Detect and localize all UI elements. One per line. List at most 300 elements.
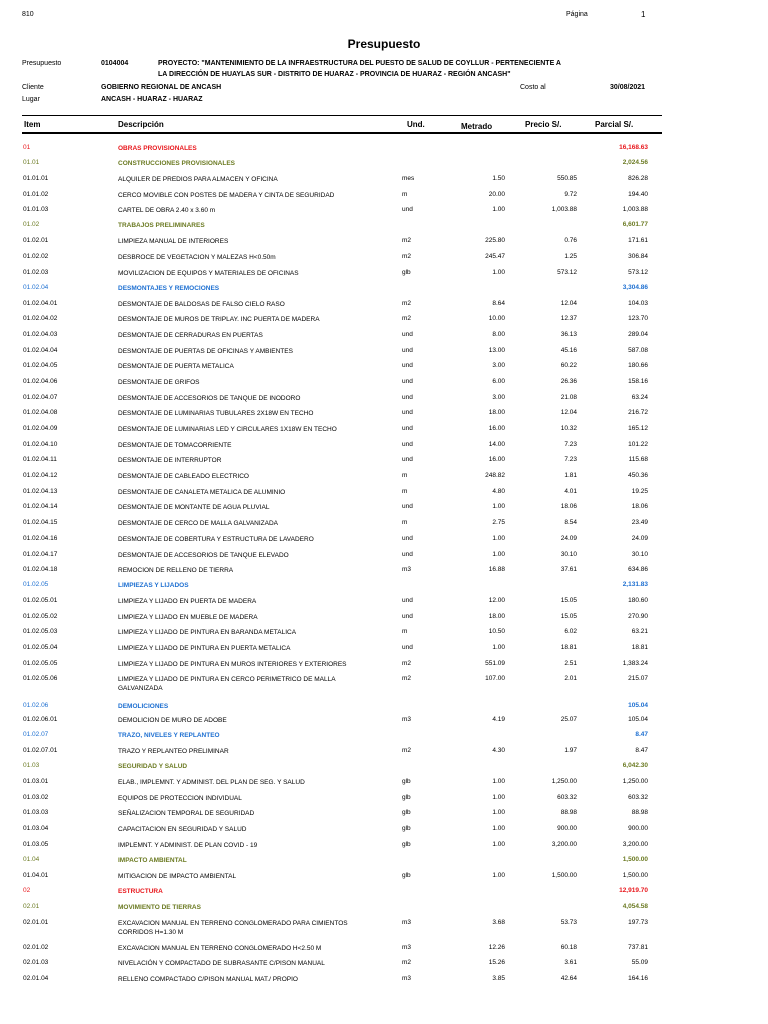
page-label: Página [566, 11, 588, 18]
item-description: DESMONTAJES Y REMOCIONES [118, 285, 220, 292]
item-metrado: 1.00 [492, 535, 505, 542]
item-parcial: 123.70 [628, 315, 648, 322]
item-metrado: 1.00 [492, 825, 505, 832]
item-unit: m [402, 191, 408, 198]
item-parcial: 30.10 [631, 551, 648, 558]
item-unit: und [402, 206, 413, 213]
item-parcial: 8.47 [635, 747, 648, 754]
item-unit: m3 [402, 919, 412, 926]
item-metrado: 4.30 [492, 747, 505, 754]
item-code: 01.03.04 [23, 825, 49, 832]
item-code: 02.01.04 [23, 975, 49, 982]
section-row [0, 581, 768, 595]
item-metrado: 1.00 [492, 794, 505, 801]
item-precio: 7.23 [564, 456, 577, 463]
item-metrado: 10.50 [488, 628, 505, 635]
table-row [0, 315, 768, 329]
item-parcial: 3,304.86 [622, 284, 648, 291]
item-parcial: 18.06 [631, 503, 648, 510]
item-code: 01.02.04.11 [23, 456, 57, 463]
item-precio: 1,500.00 [551, 872, 577, 879]
item-precio: 603.32 [557, 794, 577, 801]
item-description: DEMOLICION DE MURO DE ADOBE [118, 717, 227, 724]
table-row [0, 206, 768, 220]
item-parcial: 180.66 [628, 362, 648, 369]
project-name-line-2: LA DIRECCIÓN DE HUAYLAS SUR - DISTRITO DE HUARAZ - PROVINCIA DE HUARAZ - REGIÓN ANCASH" [158, 71, 511, 78]
item-description: DESBROCE DE VEGETACION Y MALEZAS H<0.50m [118, 254, 276, 261]
item-code: 01.02.04.03 [23, 331, 58, 338]
item-precio: 1.81 [564, 472, 577, 479]
item-unit: m2 [402, 253, 412, 260]
item-metrado: 8.00 [492, 331, 505, 338]
item-parcial: 104.03 [628, 300, 648, 307]
item-code: 02 [23, 887, 31, 894]
item-metrado: 4.19 [492, 716, 505, 723]
item-metrado: 3.00 [492, 362, 505, 369]
section-row [0, 144, 768, 158]
item-code: 01.04 [23, 856, 40, 863]
item-code: 02.01.03 [23, 959, 49, 966]
item-metrado: 1.00 [492, 206, 505, 213]
item-unit: und [402, 597, 413, 604]
item-unit: m [402, 628, 408, 635]
item-code: 01.02.04.10 [23, 441, 58, 448]
item-description: EQUIPOS DE PROTECCION INDIVIDUAL [118, 795, 242, 802]
item-precio: 26.36 [560, 378, 577, 385]
item-code: 01.02.04.08 [23, 409, 58, 416]
item-metrado: 18.00 [488, 613, 505, 620]
table-row [0, 409, 768, 423]
section-row [0, 702, 768, 716]
item-precio: 1,003.88 [551, 206, 577, 213]
table-row [0, 456, 768, 470]
item-description: ELAB., IMPLEMNT. Y ADMINIST. DEL PLAN DE SEG. Y SALUD [118, 779, 305, 786]
table-row [0, 472, 768, 486]
item-code: 01.02.05.06 [23, 675, 58, 682]
column-header-item: Item [24, 120, 41, 129]
item-precio: 60.18 [560, 944, 577, 951]
item-parcial: 1,500.00 [622, 872, 648, 879]
item-description: NIVELACIÓN Y COMPACTADO DE SUBRASANTE C/PISON MANUAL [118, 960, 325, 967]
item-unit: m [402, 488, 408, 495]
item-description: DESMONTAJE DE CERCO DE MALLA GALVANIZADA [118, 520, 279, 527]
item-code: 01.02.04.15 [23, 519, 58, 526]
item-description: DESMONTAJE DE LUMINARIAS TUBULARES 2X18W EN TECHO [118, 410, 314, 417]
section-row [0, 731, 768, 745]
item-description: CARTEL DE OBRA 2.40 x 3.60 m [118, 207, 216, 214]
item-description: LIMPIEZA Y LIJADO DE PINTURA EN MUROS INTERIORES Y EXTERIORES [118, 661, 347, 668]
item-parcial: 900.00 [628, 825, 648, 832]
item-parcial: 216.72 [628, 409, 648, 416]
cliente-label: Cliente [22, 84, 44, 91]
item-unit: glb [402, 825, 411, 832]
table-row [0, 175, 768, 189]
item-precio: 1.25 [564, 253, 577, 260]
item-parcial: 1,500.00 [622, 856, 648, 863]
item-unit: und [402, 441, 413, 448]
item-metrado: 245.47 [485, 253, 505, 260]
item-code: 01.02.01 [23, 237, 49, 244]
item-parcial: 306.84 [628, 253, 648, 260]
item-unit: m2 [402, 660, 412, 667]
item-unit: und [402, 503, 413, 510]
item-unit: und [402, 535, 413, 542]
item-precio: 60.22 [560, 362, 577, 369]
item-description: LIMPIEZA Y LIJADO DE PINTURA EN PUERTA METALICA [118, 645, 291, 652]
table-row [0, 300, 768, 314]
table-row [0, 253, 768, 267]
item-unit: und [402, 347, 413, 354]
item-unit: und [402, 456, 413, 463]
item-metrado: 16.00 [488, 456, 505, 463]
item-unit: m3 [402, 716, 412, 723]
item-unit: m [402, 472, 408, 479]
table-row [0, 519, 768, 533]
table-row [0, 331, 768, 345]
item-precio: 53.73 [560, 919, 577, 926]
item-code: 01.03.05 [23, 841, 49, 848]
item-code: 01.01.03 [23, 206, 49, 213]
item-unit: m2 [402, 747, 412, 754]
item-description: DESMONTAJE DE COBERTURA Y ESTRUCTURA DE LAVADERO [118, 536, 314, 543]
item-parcial: 1,003.88 [622, 206, 648, 213]
item-metrado: 1.00 [492, 872, 505, 879]
item-metrado: 14.00 [488, 441, 505, 448]
item-precio: 25.07 [560, 716, 577, 723]
item-code: 01.01.02 [23, 191, 49, 198]
item-parcial: 634.86 [628, 566, 648, 573]
item-unit: m [402, 519, 408, 526]
item-parcial: 165.12 [628, 425, 648, 432]
item-precio: 10.32 [560, 425, 577, 432]
item-unit: glb [402, 872, 411, 879]
item-unit: m2 [402, 675, 412, 682]
item-code: 01.02.05.02 [23, 613, 58, 620]
item-code: 01.03.01 [23, 778, 49, 785]
item-unit: und [402, 551, 413, 558]
item-precio: 550.85 [557, 175, 577, 182]
project-name-line-1: PROYECTO: "MANTENIMIENTO DE LA INFRAESTRUCTURA DEL PUESTO DE SALUD DE COYLLUR - PERTENECIENTE A [158, 60, 561, 67]
item-description: DESMONTAJE DE ACCESORIOS DE TANQUE DE INODORO [118, 395, 301, 402]
item-metrado: 3.00 [492, 394, 505, 401]
item-description: TRAZO Y REPLANTEO PRELIMINAR [118, 748, 229, 755]
item-code: 01.02.04.02 [23, 315, 58, 322]
item-metrado: 8.64 [492, 300, 505, 307]
table-row [0, 675, 768, 692]
item-precio: 88.98 [560, 809, 577, 816]
item-code: 01.02.05.04 [23, 644, 58, 651]
item-description: REMOCION DE RELLENO DE TIERRA [118, 567, 234, 574]
item-description: SEGURIDAD Y SALUD [118, 763, 188, 770]
item-description: MOVIMIENTO DE TIERRAS [118, 904, 201, 911]
item-unit: und [402, 644, 413, 651]
item-precio: 1,250.00 [551, 778, 577, 785]
item-metrado: 13.00 [488, 347, 505, 354]
item-description: TRABAJOS PRELIMINARES [118, 222, 205, 229]
item-precio: 12.37 [560, 315, 577, 322]
table-row [0, 794, 768, 808]
table-row [0, 551, 768, 565]
table-row [0, 660, 768, 674]
item-parcial: 180.60 [628, 597, 648, 604]
item-unit: m2 [402, 237, 412, 244]
table-row [0, 747, 768, 761]
item-code: 01.02.06.01 [23, 716, 58, 723]
item-description: DESMONTAJE DE MUROS DE TRIPLAY. INC PUERTA DE MADERA [118, 316, 320, 323]
item-metrado: 1.00 [492, 503, 505, 510]
item-unit: glb [402, 841, 411, 848]
item-parcial: 289.04 [628, 331, 648, 338]
item-unit: mes [402, 175, 415, 182]
table-row [0, 628, 768, 642]
item-precio: 3,200.00 [551, 841, 577, 848]
item-parcial: 270.90 [628, 613, 648, 620]
item-parcial: 8.47 [635, 731, 648, 738]
item-code: 01.02.04.18 [23, 566, 58, 573]
item-description: IMPACTO AMBIENTAL [118, 857, 187, 864]
column-header-und: Und. [407, 120, 425, 129]
item-precio: 6.02 [564, 628, 577, 635]
table-row [0, 613, 768, 627]
item-parcial: 101.22 [628, 441, 648, 448]
item-unit: m3 [402, 944, 412, 951]
item-precio: 18.06 [560, 503, 577, 510]
item-parcial: 197.73 [628, 919, 648, 926]
item-parcial: 88.98 [631, 809, 648, 816]
item-unit: m2 [402, 315, 412, 322]
item-parcial: 16,168.63 [619, 144, 648, 151]
item-code: 02.01.01 [23, 919, 49, 926]
costo-label: Costo al [520, 84, 546, 91]
item-description: IMPLEMNT. Y ADMINIST. DE PLAN COVID - 19 [118, 842, 258, 849]
item-precio: 12.04 [560, 300, 577, 307]
item-metrado: 1.00 [492, 551, 505, 558]
item-description: ESTRUCTURA [118, 888, 163, 895]
item-code: 01.03 [23, 762, 40, 769]
table-row [0, 566, 768, 580]
section-row [0, 221, 768, 235]
item-parcial: 12,919.70 [619, 887, 648, 894]
item-parcial: 1,250.00 [622, 778, 648, 785]
column-header-descripcion: Descripción [118, 120, 164, 129]
item-code: 01.02.04.17 [23, 551, 58, 558]
table-row [0, 362, 768, 376]
table-row [0, 378, 768, 392]
item-parcial: 215.07 [628, 675, 648, 682]
item-code: 01.02.04.05 [23, 362, 58, 369]
item-unit: m2 [402, 300, 412, 307]
item-precio: 8.54 [564, 519, 577, 526]
item-metrado: 1.00 [492, 644, 505, 651]
table-row [0, 237, 768, 251]
item-precio: 21.08 [560, 394, 577, 401]
item-parcial: 55.09 [631, 959, 648, 966]
item-parcial: 115.68 [628, 456, 648, 463]
item-parcial: 63.24 [631, 394, 648, 401]
item-description: DESMONTAJE DE CABLEADO ELECTRICO [118, 473, 249, 480]
table-row [0, 778, 768, 792]
item-unit: und [402, 331, 413, 338]
item-code: 01.02.04.04 [23, 347, 58, 354]
cliente-value: GOBIERNO REGIONAL DE ANCASH [101, 84, 222, 91]
item-description: DESMONTAJE DE INTERRUPTOR [118, 457, 222, 464]
item-code: 01.02 [23, 221, 40, 228]
item-code: 01.02.05.03 [23, 628, 58, 635]
page-number: 1 [641, 10, 646, 19]
item-description: CONSTRUCCIONES PROVISIONALES [118, 160, 236, 167]
item-code: 01.02.04.09 [23, 425, 58, 432]
page-title: Presupuesto [347, 37, 421, 51]
item-precio: 42.64 [560, 975, 577, 982]
item-precio: 573.12 [557, 269, 577, 276]
section-row [0, 159, 768, 173]
item-code: 01.02.07.01 [23, 747, 58, 754]
item-metrado: 2.75 [492, 519, 505, 526]
item-unit: und [402, 409, 413, 416]
item-description: ALQUILER DE PREDIOS PARA ALMACEN Y OFICINA [118, 176, 278, 183]
table-row [0, 841, 768, 855]
item-precio: 12.04 [560, 409, 577, 416]
column-header-parcial: Parcial S/. [595, 120, 634, 129]
item-unit: m2 [402, 959, 412, 966]
item-parcial: 105.04 [628, 702, 648, 709]
item-parcial: 24.09 [631, 535, 648, 542]
item-metrado: 1.00 [492, 778, 505, 785]
item-precio: 0.76 [564, 237, 577, 244]
item-unit: glb [402, 794, 411, 801]
item-unit: glb [402, 269, 411, 276]
table-row [0, 503, 768, 517]
item-parcial: 2,131.83 [622, 581, 648, 588]
item-metrado: 3.85 [492, 975, 505, 982]
item-metrado: 6.00 [492, 378, 505, 385]
item-code: 01.03.03 [23, 809, 49, 816]
item-code: 01.02.04.14 [23, 503, 58, 510]
item-unit: und [402, 378, 413, 385]
item-metrado: 248.82 [485, 472, 505, 479]
table-row [0, 535, 768, 549]
item-description: LIMPIEZA Y LIJADO DE PINTURA EN BARANDA METALICA [118, 629, 297, 636]
item-description: CERCO MOVIBLE CON POSTES DE MADERA Y CINTA DE SEGURIDAD [118, 192, 335, 199]
item-parcial: 19.25 [631, 488, 648, 495]
item-parcial: 164.16 [628, 975, 648, 982]
item-description: DEMOLICIONES [118, 703, 169, 710]
item-metrado: 107.00 [485, 675, 505, 682]
table-row [0, 347, 768, 361]
table-row [0, 394, 768, 408]
item-parcial: 573.12 [628, 269, 648, 276]
item-metrado: 12.00 [488, 597, 505, 604]
section-row [0, 887, 768, 901]
item-unit: glb [402, 778, 411, 785]
section-row [0, 284, 768, 298]
item-parcial: 158.16 [628, 378, 648, 385]
item-precio: 15.05 [560, 597, 577, 604]
item-metrado: 225.80 [485, 237, 505, 244]
item-description: MITIGACION DE IMPACTO AMBIENTAL [118, 873, 237, 880]
table-row [0, 597, 768, 611]
item-description: CAPACITACION EN SEGURIDAD Y SALUD [118, 826, 247, 833]
table-row [0, 441, 768, 455]
item-code: 01.02.06 [23, 702, 49, 709]
item-description: DESMONTAJE DE LUMINARIAS LED Y CIRCULARES 1X18W EN TECHO [118, 426, 337, 433]
item-metrado: 1.50 [492, 175, 505, 182]
item-parcial: 3,200.00 [622, 841, 648, 848]
item-unit: und [402, 425, 413, 432]
item-unit: m3 [402, 975, 412, 982]
item-code: 01.02.03 [23, 269, 49, 276]
item-code: 01.02.04.13 [23, 488, 58, 495]
table-row [0, 825, 768, 839]
item-parcial: 6,601.77 [622, 221, 648, 228]
table-row [0, 269, 768, 283]
section-row [0, 903, 768, 917]
item-code: 01.02.07 [23, 731, 49, 738]
column-header-precio: Precio S/. [525, 120, 562, 129]
presupuesto-label: Presupuesto [22, 60, 62, 67]
item-parcial: 63.21 [631, 628, 648, 635]
table-row [0, 488, 768, 502]
item-description: DESMONTAJE DE MONTANTE DE AGUA PLUVIAL [118, 504, 270, 511]
item-code: 01.01 [23, 159, 40, 166]
item-metrado: 20.00 [488, 191, 505, 198]
section-row [0, 856, 768, 870]
item-parcial: 450.36 [628, 472, 648, 479]
item-metrado: 4.80 [492, 488, 505, 495]
item-description: DESMONTAJE DE GRIFOS [118, 379, 200, 386]
item-metrado: 1.00 [492, 809, 505, 816]
document-code: 810 [22, 11, 34, 18]
item-description: SEÑALIZACION TEMPORAL DE SEGURIDAD [118, 810, 255, 817]
item-unit: glb [402, 809, 411, 816]
item-precio: 7.23 [564, 441, 577, 448]
item-precio: 9.72 [564, 191, 577, 198]
item-parcial: 826.28 [628, 175, 648, 182]
item-metrado: 1.00 [492, 269, 505, 276]
item-description: LIMPIEZA Y LIJADO DE PINTURA EN CERCO PERIMETRICO DE MALLA GALVANIZADA [118, 676, 336, 692]
item-code: 01.02.04.12 [23, 472, 58, 479]
item-precio: 1.97 [564, 747, 577, 754]
item-precio: 24.09 [560, 535, 577, 542]
item-metrado: 16.88 [488, 566, 505, 573]
item-parcial: 2,024.56 [622, 159, 648, 166]
item-parcial: 1,383.24 [622, 660, 648, 667]
lugar-value: ANCASH - HUARAZ - HUARAZ [101, 96, 203, 103]
item-parcial: 6,042.30 [622, 762, 648, 769]
table-row [0, 944, 768, 958]
item-code: 01.02.04.07 [23, 394, 58, 401]
item-parcial: 603.32 [628, 794, 648, 801]
item-description: LIMPIEZA MANUAL DE INTERIORES [118, 238, 229, 245]
item-code: 02.01.02 [23, 944, 49, 951]
item-precio: 30.10 [560, 551, 577, 558]
item-description: DESMONTAJE DE ACCESORIOS DE TANQUE ELEVADO [118, 552, 289, 559]
item-description: LIMPIEZA Y LIJADO EN MUEBLE DE MADERA [118, 614, 258, 621]
item-metrado: 1.00 [492, 841, 505, 848]
table-row [0, 716, 768, 730]
item-unit: und [402, 394, 413, 401]
item-unit: und [402, 362, 413, 369]
item-precio: 900.00 [557, 825, 577, 832]
item-unit: m3 [402, 566, 412, 573]
item-description: DESMONTAJE DE CERRADURAS EN PUERTAS [118, 332, 263, 339]
item-parcial: 23.49 [631, 519, 648, 526]
item-description: EXCAVACION MANUAL EN TERRENO CONGLOMERADO H<2.50 M [118, 945, 322, 952]
item-description: DESMONTAJE DE BALDOSAS DE FALSO CIELO RASO [118, 301, 285, 308]
table-row [0, 959, 768, 973]
item-metrado: 10.00 [488, 315, 505, 322]
column-header-metrado: Metrado [461, 122, 493, 131]
